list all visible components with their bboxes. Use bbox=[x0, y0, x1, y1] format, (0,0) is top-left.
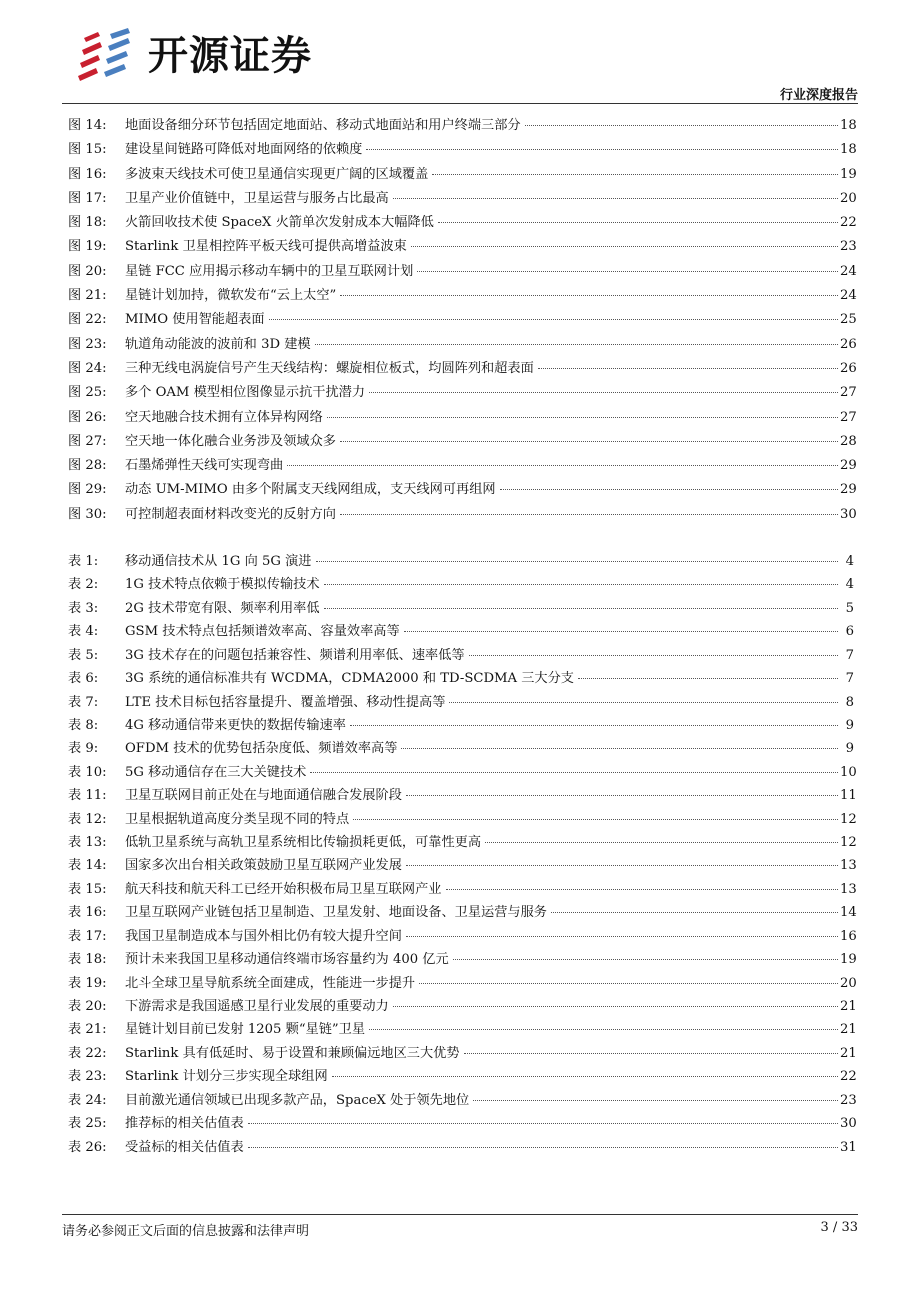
figure-entry[interactable] bbox=[68, 478, 857, 502]
dot-leader bbox=[551, 912, 838, 913]
entry-number: 表 6: bbox=[68, 671, 99, 687]
entry-page-number: 19 bbox=[840, 952, 857, 968]
entry-title: 4G 移动通信带来更快的数据传输速率 bbox=[125, 717, 346, 733]
entry-page-number: 23 bbox=[840, 239, 857, 255]
dot-leader bbox=[287, 465, 838, 466]
entry-page-number: 22 bbox=[840, 1069, 857, 1085]
entry-title: 我国卫星制造成本与国外相比仍有较大提升空间 bbox=[125, 928, 402, 944]
dot-leader bbox=[538, 368, 838, 369]
entry-number: 图 19: bbox=[68, 239, 107, 255]
footer-divider bbox=[62, 1214, 858, 1215]
table-entry[interactable] bbox=[68, 925, 857, 948]
entry-number: 表 8: bbox=[68, 717, 99, 733]
entry-number: 表 17: bbox=[68, 928, 107, 944]
entry-number: 表 10: bbox=[68, 764, 107, 780]
entry-title: 石墨烯弹性天线可实现弯曲 bbox=[125, 458, 284, 474]
entry-title: 航天科技和航天科工已经开始积极布局卫星互联网产业 bbox=[125, 881, 442, 897]
table-entry[interactable] bbox=[68, 1112, 857, 1135]
entry-title: Starlink 卫星相控阵平板天线可提供高增益波束 bbox=[125, 239, 407, 255]
entry-title: 推荐标的相关估值表 bbox=[125, 1116, 244, 1132]
entry-page-number: 21 bbox=[840, 1045, 857, 1061]
figure-entry[interactable] bbox=[68, 357, 857, 381]
brand-logo-icon bbox=[76, 28, 138, 84]
entry-title: 三种无线电涡旋信号产生天线结构：螺旋相位板式，均圆阵列和超表面 bbox=[125, 360, 534, 376]
table-entry[interactable] bbox=[68, 948, 857, 971]
dot-leader bbox=[248, 1147, 838, 1148]
entry-title: 3G 技术存在的问题包括兼容性、频谱利用率低、速率低等 bbox=[125, 647, 465, 663]
entry-page-number: 22 bbox=[840, 215, 857, 231]
dot-leader bbox=[401, 748, 838, 749]
entry-title: 空天地融合技术拥有立体异构网络 bbox=[125, 409, 323, 425]
entry-number: 表 14: bbox=[68, 858, 107, 874]
entry-title: LTE 技术目标包括容量提升、覆盖增强、移动性提高等 bbox=[125, 694, 446, 710]
dot-leader bbox=[340, 514, 838, 515]
dot-leader bbox=[406, 865, 838, 866]
figure-entry[interactable] bbox=[68, 381, 857, 405]
figure-entry[interactable] bbox=[68, 163, 857, 187]
figure-entry[interactable] bbox=[68, 333, 857, 357]
entry-page-number: 12 bbox=[840, 811, 857, 827]
entry-number: 图 18: bbox=[68, 215, 107, 231]
dot-leader bbox=[310, 772, 838, 773]
entry-title: 多波束天线技术可使卫星通信实现更广阔的区域覆盖 bbox=[125, 166, 429, 182]
entry-page-number: 29 bbox=[840, 482, 857, 498]
entry-number: 图 24: bbox=[68, 360, 107, 376]
entry-number: 图 15: bbox=[68, 142, 107, 158]
entry-number: 图 14: bbox=[68, 118, 107, 133]
entry-number: 表 20: bbox=[68, 999, 107, 1015]
entry-number: 图 27: bbox=[68, 433, 107, 449]
entry-page-number: 6 bbox=[845, 624, 854, 640]
entry-page-number: 29 bbox=[840, 458, 857, 474]
entry-number: 表 11: bbox=[68, 788, 107, 804]
table-entry[interactable] bbox=[68, 550, 854, 573]
entry-page-number: 23 bbox=[840, 1092, 857, 1108]
figure-list bbox=[68, 114, 857, 527]
dot-leader bbox=[353, 819, 838, 820]
entry-number: 表 26: bbox=[68, 1139, 107, 1155]
entry-title: 卫星互联网产业链包括卫星制造、卫星发射、地面设备、卫星运营与服务 bbox=[125, 905, 547, 921]
table-entry[interactable] bbox=[68, 1018, 857, 1041]
entry-page-number: 13 bbox=[840, 858, 857, 874]
entry-title: 卫星产业价值链中，卫星运营与服务占比最高 bbox=[125, 190, 389, 206]
figure-entry[interactable] bbox=[68, 503, 857, 527]
entry-title: 下游需求是我国遥感卫星行业发展的重要动力 bbox=[125, 999, 389, 1015]
entry-title: 地面设备细分环节包括固定地面站、移动式地面站和用户终端三部分 bbox=[125, 118, 521, 133]
entry-page-number: 4 bbox=[845, 577, 854, 593]
table-entry[interactable] bbox=[68, 714, 854, 737]
dot-leader bbox=[438, 222, 838, 223]
entry-page-number: 13 bbox=[840, 881, 857, 897]
table-entry[interactable] bbox=[68, 1136, 857, 1159]
dot-leader bbox=[469, 655, 838, 656]
entry-page-number: 7 bbox=[845, 647, 854, 663]
dot-leader bbox=[340, 295, 838, 296]
entry-number: 表 21: bbox=[68, 1022, 107, 1038]
dot-leader bbox=[315, 344, 838, 345]
entry-page-number: 18 bbox=[840, 142, 857, 158]
dot-leader bbox=[406, 936, 838, 937]
entry-page-number: 27 bbox=[840, 385, 857, 401]
entry-title: 3G 系统的通信标准共有 WCDMA，CDMA2000 和 TD-SCDMA 三大分支 bbox=[125, 671, 574, 687]
table-entry[interactable] bbox=[68, 901, 857, 924]
table-entry[interactable] bbox=[68, 972, 857, 995]
dot-leader bbox=[464, 1053, 838, 1054]
table-entry[interactable] bbox=[68, 644, 854, 667]
entry-number: 表 4: bbox=[68, 624, 99, 640]
dot-leader bbox=[269, 319, 838, 320]
entry-title: 5G 移动通信存在三大关键技术 bbox=[125, 764, 307, 780]
table-entry[interactable] bbox=[68, 620, 854, 643]
figure-entry[interactable] bbox=[68, 284, 857, 308]
dot-leader bbox=[340, 441, 838, 442]
entry-page-number: 26 bbox=[840, 336, 857, 352]
header-divider bbox=[62, 103, 858, 104]
entry-title: 建设星间链路可降低对地面网络的依赖度 bbox=[125, 142, 363, 158]
figure-entry[interactable] bbox=[68, 260, 857, 284]
dot-leader bbox=[369, 392, 838, 393]
entry-page-number: 21 bbox=[840, 1022, 857, 1038]
entry-title: 轨道角动能波的波前和 3D 建模 bbox=[125, 336, 311, 352]
entry-number: 表 18: bbox=[68, 952, 107, 968]
dot-leader bbox=[366, 149, 838, 150]
brand-name: 开源证券 bbox=[148, 33, 312, 79]
entry-title: OFDM 技术的优势包括杂度低、频谱效率高等 bbox=[125, 741, 398, 757]
entry-number: 图 23: bbox=[68, 336, 107, 352]
entry-title: 国家多次出台相关政策鼓励卫星互联网产业发展 bbox=[125, 858, 402, 874]
entry-number: 表 12: bbox=[68, 811, 107, 827]
entry-number: 图 29: bbox=[68, 482, 107, 498]
entry-number: 表 24: bbox=[68, 1092, 107, 1108]
entry-number: 表 22: bbox=[68, 1045, 107, 1061]
dot-leader bbox=[453, 959, 838, 960]
dot-leader bbox=[525, 125, 838, 126]
entry-title: 移动通信技术从 1G 向 5G 演进 bbox=[125, 554, 312, 569]
dot-leader bbox=[419, 983, 838, 984]
entry-page-number: 28 bbox=[840, 433, 857, 449]
entry-number: 表 9: bbox=[68, 741, 99, 757]
dot-leader bbox=[500, 489, 838, 490]
dot-leader bbox=[411, 246, 838, 247]
entry-title: 低轨卫星系统与高轨卫星系统相比传输损耗更低，可靠性更高 bbox=[125, 835, 482, 851]
table-entry[interactable] bbox=[68, 737, 854, 760]
entry-title: 星链 FCC 应用揭示移动车辆中的卫星互联网计划 bbox=[125, 263, 414, 279]
entry-title: 可控制超表面材料改变光的反射方向 bbox=[125, 506, 336, 522]
footer-disclaimer: 请务必参阅正文后面的信息披露和法律声明 bbox=[62, 1224, 310, 1239]
entry-page-number: 5 bbox=[845, 600, 854, 616]
entry-title: Starlink 计划分三步实现全球组网 bbox=[125, 1069, 328, 1085]
dot-leader bbox=[369, 1029, 838, 1030]
figure-entry[interactable] bbox=[68, 114, 857, 138]
dot-leader bbox=[393, 198, 838, 199]
dot-leader bbox=[327, 417, 838, 418]
entry-page-number: 20 bbox=[840, 190, 857, 206]
table-entry[interactable] bbox=[68, 854, 857, 877]
table-entry[interactable] bbox=[68, 784, 857, 807]
dot-leader bbox=[432, 174, 838, 175]
entry-page-number: 24 bbox=[840, 263, 857, 279]
entry-page-number: 30 bbox=[840, 1116, 857, 1132]
entry-title: 动态 UM-MIMO 由多个附属支天线网组成，支天线网可再组网 bbox=[125, 482, 496, 498]
entry-page-number: 19 bbox=[840, 166, 857, 182]
entry-title: MIMO 使用智能超表面 bbox=[125, 312, 265, 328]
table-entry[interactable] bbox=[68, 667, 854, 690]
figure-entry[interactable] bbox=[68, 211, 857, 235]
entry-title: 火箭回收技术使 SpaceX 火箭单次发射成本大幅降低 bbox=[125, 215, 434, 231]
table-entry[interactable] bbox=[68, 1042, 857, 1065]
entry-page-number: 9 bbox=[845, 717, 854, 733]
entry-number: 表 16: bbox=[68, 905, 107, 921]
entry-number: 图 30: bbox=[68, 506, 107, 522]
entry-page-number: 7 bbox=[845, 671, 854, 687]
entry-page-number: 18 bbox=[840, 118, 857, 133]
entry-title: 2G 技术带宽有限、频率利用率低 bbox=[125, 600, 320, 616]
dot-leader bbox=[485, 842, 838, 843]
entry-title: 星链计划加持，微软发布“云上太空” bbox=[125, 288, 337, 304]
entry-page-number: 4 bbox=[845, 554, 854, 569]
dot-leader bbox=[393, 1006, 838, 1007]
entry-page-number: 30 bbox=[840, 506, 857, 522]
entry-number: 图 20: bbox=[68, 263, 107, 279]
dot-leader bbox=[578, 678, 838, 679]
table-entry[interactable] bbox=[68, 831, 857, 854]
entry-title: 北斗全球卫星导航系统全面建成，性能进一步提升 bbox=[125, 975, 416, 991]
table-entry[interactable] bbox=[68, 691, 854, 714]
figure-entry[interactable] bbox=[68, 308, 857, 332]
dot-leader bbox=[324, 584, 838, 585]
dot-leader bbox=[473, 1100, 838, 1101]
entry-title: 星链计划目前已发射 1205 颗“星链”卫星 bbox=[125, 1022, 366, 1038]
entry-title: 目前激光通信领域已出现多款产品，SpaceX 处于领先地位 bbox=[125, 1092, 470, 1108]
table-list bbox=[68, 550, 857, 1159]
entry-title: 卫星互联网目前正处在与地面通信融合发展阶段 bbox=[125, 788, 402, 804]
table-entry[interactable] bbox=[68, 878, 857, 901]
entry-page-number: 12 bbox=[840, 835, 857, 851]
dot-leader bbox=[417, 271, 838, 272]
entry-number: 表 19: bbox=[68, 975, 107, 991]
dot-leader bbox=[446, 889, 839, 890]
entry-title: 空天地一体化融合业务涉及领域众多 bbox=[125, 433, 336, 449]
entry-number: 图 26: bbox=[68, 409, 107, 425]
entry-number: 图 21: bbox=[68, 288, 107, 304]
entry-page-number: 8 bbox=[845, 694, 854, 710]
entry-number: 图 17: bbox=[68, 190, 107, 206]
figure-entry[interactable] bbox=[68, 406, 857, 430]
dot-leader bbox=[316, 561, 839, 562]
entry-number: 表 5: bbox=[68, 647, 99, 663]
figure-entry[interactable] bbox=[68, 430, 857, 454]
page-number: 3 / 33 bbox=[820, 1220, 858, 1235]
entry-number: 表 2: bbox=[68, 577, 99, 593]
table-entry[interactable] bbox=[68, 995, 857, 1018]
entry-title: 卫星根据轨道高度分类呈现不同的特点 bbox=[125, 811, 350, 827]
page-header bbox=[0, 0, 920, 104]
entry-page-number: 16 bbox=[840, 928, 857, 944]
table-entry[interactable] bbox=[68, 761, 857, 784]
entry-number: 表 13: bbox=[68, 835, 107, 851]
entry-page-number: 31 bbox=[840, 1139, 857, 1155]
entry-page-number: 11 bbox=[840, 788, 857, 804]
table-entry[interactable] bbox=[68, 573, 854, 596]
entry-title: GSM 技术特点包括频谱效率高、容量效率高等 bbox=[125, 624, 400, 640]
entry-title: Starlink 具有低延时、易于设置和兼顾偏远地区三大优势 bbox=[125, 1045, 460, 1061]
figure-entry[interactable] bbox=[68, 187, 857, 211]
figure-entry[interactable] bbox=[68, 138, 857, 162]
entry-page-number: 27 bbox=[840, 409, 857, 425]
entry-title: 预计未来我国卫星移动通信终端市场容量约为 400 亿元 bbox=[125, 952, 449, 968]
entry-title: 受益标的相关估值表 bbox=[125, 1139, 244, 1155]
entry-page-number: 20 bbox=[840, 975, 857, 991]
entry-number: 图 22: bbox=[68, 312, 107, 328]
entry-number: 表 23: bbox=[68, 1069, 107, 1085]
entry-page-number: 14 bbox=[840, 905, 857, 921]
dot-leader bbox=[248, 1123, 838, 1124]
entry-number: 表 1: bbox=[68, 554, 99, 569]
table-entry[interactable] bbox=[68, 808, 857, 831]
dot-leader bbox=[406, 795, 838, 796]
entry-title: 多个 OAM 模型相位图像显示抗干扰潜力 bbox=[125, 385, 366, 401]
report-type-label: 行业深度报告 bbox=[779, 88, 858, 103]
dot-leader bbox=[324, 608, 838, 609]
entry-number: 表 7: bbox=[68, 694, 99, 710]
entry-number: 图 25: bbox=[68, 385, 107, 401]
entry-title: 1G 技术特点依赖于模拟传输技术 bbox=[125, 577, 320, 593]
table-entry[interactable] bbox=[68, 597, 854, 620]
dot-leader bbox=[404, 631, 838, 632]
entry-number: 图 28: bbox=[68, 458, 107, 474]
entry-number: 图 16: bbox=[68, 166, 107, 182]
brand-logo bbox=[76, 28, 346, 84]
table-entry[interactable] bbox=[68, 1065, 857, 1088]
entry-page-number: 9 bbox=[845, 741, 854, 757]
figure-entry[interactable] bbox=[68, 235, 857, 259]
table-entry[interactable] bbox=[68, 1089, 857, 1112]
entry-number: 表 25: bbox=[68, 1116, 107, 1132]
entry-page-number: 10 bbox=[840, 764, 857, 780]
dot-leader bbox=[449, 702, 838, 703]
entry-page-number: 25 bbox=[840, 312, 857, 328]
entry-number: 表 15: bbox=[68, 881, 107, 897]
figure-entry[interactable] bbox=[68, 454, 857, 478]
dot-leader bbox=[332, 1076, 838, 1077]
entry-page-number: 26 bbox=[840, 360, 857, 376]
entry-page-number: 24 bbox=[840, 288, 857, 304]
entry-number: 表 3: bbox=[68, 600, 99, 616]
dot-leader bbox=[350, 725, 838, 726]
entry-page-number: 21 bbox=[840, 999, 857, 1015]
